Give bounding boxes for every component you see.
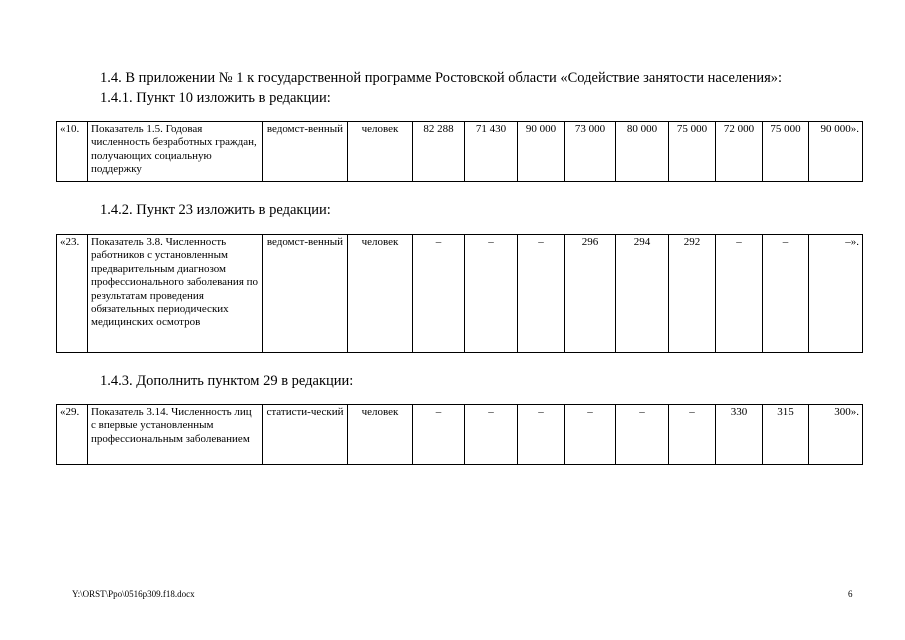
value-cell: 292	[669, 235, 716, 353]
indicator-description: Показатель 3.8. Численность работников с установленным предварительным диагнозом профессионального заболевания по результатам проведения обязательных периодических медицинских осмотров	[88, 235, 263, 353]
data-source: статисти-ческий	[263, 405, 348, 465]
value-cell: 90 000».	[809, 122, 863, 182]
row-number: «10.	[57, 122, 88, 182]
value-cell: 330	[716, 405, 763, 465]
value-cell: 294	[616, 235, 669, 353]
value-cell: –	[413, 235, 465, 353]
value-cell: 90 000	[518, 122, 565, 182]
value-cell: 296	[565, 235, 616, 353]
value-cell: –».	[809, 235, 863, 353]
value-cell: –	[518, 405, 565, 465]
table-row	[57, 405, 863, 465]
data-source: ведомст-венный	[263, 235, 348, 353]
value-cell: 75 000	[763, 122, 809, 182]
value-cell: 80 000	[616, 122, 669, 182]
table-point-29	[56, 404, 863, 465]
page-number: 6	[848, 589, 853, 599]
unit-of-measure: человек	[348, 405, 413, 465]
section-heading-point-10: 1.4.1. Пункт 10 изложить в редакции:	[100, 90, 331, 106]
table-row	[57, 235, 863, 353]
value-cell: 71 430	[465, 122, 518, 182]
indicator-description: Показатель 3.14. Численность лиц с впервые установленным профессиональным заболеванием	[88, 405, 263, 465]
value-cell: 72 000	[716, 122, 763, 182]
section-heading-point-29: 1.4.3. Дополнить пунктом 29 в редакции:	[100, 373, 354, 389]
indicator-description: Показатель 1.5. Годовая численность безработных граждан, получающих социальную поддержку	[88, 122, 263, 182]
value-cell: –	[763, 235, 809, 353]
table-row	[57, 122, 863, 182]
value-cell: 82 288	[413, 122, 465, 182]
footer-file-path: Y:\ORST\Ppo\0516p309.f18.docx	[72, 589, 195, 599]
value-cell: 300».	[809, 405, 863, 465]
section-heading-point-23: 1.4.2. Пункт 23 изложить в редакции:	[100, 202, 331, 218]
row-number: «29.	[57, 405, 88, 465]
value-cell: –	[616, 405, 669, 465]
value-cell: –	[669, 405, 716, 465]
value-cell: –	[518, 235, 565, 353]
data-source: ведомст-венный	[263, 122, 348, 182]
value-cell: –	[565, 405, 616, 465]
value-cell: –	[465, 235, 518, 353]
value-cell: –	[716, 235, 763, 353]
table-point-10	[56, 121, 863, 182]
unit-of-measure: человек	[348, 122, 413, 182]
value-cell: 75 000	[669, 122, 716, 182]
intro-paragraph: 1.4. В приложении № 1 к государственной программе Ростовской области «Содействие занятости населения»:	[100, 70, 783, 86]
row-number: «23.	[57, 235, 88, 353]
table-point-23	[56, 234, 863, 353]
value-cell: 73 000	[565, 122, 616, 182]
unit-of-measure: человек	[348, 235, 413, 353]
value-cell: –	[465, 405, 518, 465]
value-cell: 315	[763, 405, 809, 465]
value-cell: –	[413, 405, 465, 465]
